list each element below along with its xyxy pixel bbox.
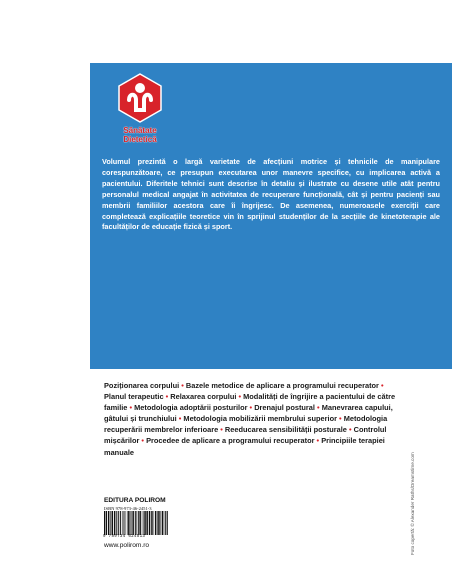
brand-line-2: Dietetică bbox=[123, 135, 157, 144]
barcode-bar bbox=[143, 511, 144, 535]
topic-separator: • bbox=[316, 436, 320, 446]
barcode-bar bbox=[154, 511, 155, 535]
barcode-bar bbox=[164, 511, 165, 535]
topic-item: Metodologia recuperării membrelor inferioare bbox=[104, 414, 388, 435]
barcode-bar bbox=[144, 511, 146, 535]
barcode-bar bbox=[165, 511, 166, 535]
topic-item: Manevrarea capului, gâtului și trunchiului bbox=[104, 403, 393, 424]
barcode-bar bbox=[158, 511, 160, 535]
book-description: Volumul prezintă o largă varietate de afecțiuni motrice și tehnicile de manipulare corespunzătoare, ce presupun executarea unor manevre specifice, cu implicarea activă a pacientului. Diferitele tehnici sunt descrise în detaliu și ilustrate cu desene utile atât pentru personalul medical angajat în activitatea de recuperare funcțională, cât și pentru pacienți sau membrii familiilor acestora care îi îngrijesc. De asemenea, numeroasele exerciții care completează explicațiile teoretice vin în sprijinul studenților de la secțiile de kinetoterapie ale facultăților de educație fizică și sport. bbox=[102, 157, 440, 232]
brand-line-1: Sănătate bbox=[123, 126, 157, 135]
barcode-bar bbox=[149, 511, 151, 535]
topic-separator: • bbox=[380, 381, 384, 390]
topic-separator: • bbox=[165, 392, 169, 402]
barcode-bar bbox=[128, 511, 130, 535]
topics-list bbox=[104, 380, 400, 458]
barcode-bar bbox=[136, 511, 137, 535]
topic-item: Metodologia adoptării posturilor bbox=[134, 403, 248, 413]
barcode-bar bbox=[114, 511, 116, 535]
topic-item: Procedee de aplicare a programului recuperator bbox=[146, 436, 315, 446]
topic-item: Reeducarea sensibilității posturale bbox=[224, 425, 347, 435]
barcode-bar bbox=[124, 511, 125, 535]
barcode-bar bbox=[146, 511, 148, 535]
topic-item: Planul terapeutic bbox=[104, 392, 164, 402]
barcode-bar bbox=[122, 511, 123, 535]
barcode-bar bbox=[127, 511, 128, 535]
barcode-bar bbox=[151, 511, 153, 535]
barcode-bar bbox=[155, 511, 156, 535]
topic-item: Relaxarea corpului bbox=[170, 392, 237, 402]
barcode-bar bbox=[110, 511, 111, 535]
barcode-digits: 9 789734 624513 bbox=[103, 535, 146, 539]
barcode-bar bbox=[116, 511, 117, 535]
barcode-bar bbox=[157, 511, 158, 535]
barcode-bar bbox=[104, 511, 105, 535]
topic-item: Modalități de îngrijire a pacientului de către familie bbox=[104, 392, 396, 413]
barcode-bar bbox=[118, 511, 119, 535]
barcode-bar bbox=[162, 511, 164, 535]
topic-item: Controlul mișcărilor bbox=[104, 425, 387, 446]
barcode-bar bbox=[106, 511, 108, 535]
topic-separator: • bbox=[317, 403, 320, 413]
topic-separator: • bbox=[339, 414, 342, 424]
barcode-bar bbox=[120, 511, 121, 535]
isbn-text: ISBN 978-973-46-2451-3 bbox=[104, 506, 152, 511]
topic-separator: • bbox=[238, 392, 242, 402]
barcode-bar bbox=[167, 511, 168, 535]
brand-name bbox=[104, 126, 176, 144]
barcode-bar bbox=[131, 511, 132, 535]
barcode-bar bbox=[112, 511, 114, 535]
topic-item: Principiile terapiei manuale bbox=[104, 436, 385, 457]
topic-separator: • bbox=[178, 414, 182, 424]
topic-item: Metodologia mobilizării membrului superior bbox=[183, 414, 337, 424]
barcode-bar bbox=[160, 511, 161, 535]
barcode bbox=[103, 511, 169, 535]
topic-separator: • bbox=[141, 436, 144, 446]
topic-item: Drenajul postural bbox=[254, 403, 315, 413]
barcode-bar bbox=[108, 511, 109, 535]
barcode-bar bbox=[138, 511, 139, 535]
topic-item: Poziționarea corpului bbox=[104, 381, 180, 390]
barcode-bar bbox=[132, 511, 134, 535]
website-link[interactable]: www.polirom.ro bbox=[104, 542, 150, 549]
topic-separator: • bbox=[220, 425, 223, 435]
photo-credit: Foto copertă: © Alexander Raths/Dreamstime.com bbox=[410, 452, 415, 555]
barcode-bar bbox=[126, 511, 127, 535]
barcode-bar bbox=[142, 511, 143, 535]
topic-separator: • bbox=[348, 425, 352, 435]
barcode-bar bbox=[139, 511, 141, 535]
topic-separator: • bbox=[181, 381, 184, 390]
topic-separator: • bbox=[129, 403, 133, 413]
topic-item: Bazele metodice de aplicare a programului recuperator bbox=[185, 381, 379, 390]
barcode-bar bbox=[123, 511, 124, 535]
publisher-name: EDITURA POLIROM bbox=[104, 497, 166, 504]
barcode-bar bbox=[135, 511, 136, 535]
topic-separator: • bbox=[249, 403, 253, 413]
